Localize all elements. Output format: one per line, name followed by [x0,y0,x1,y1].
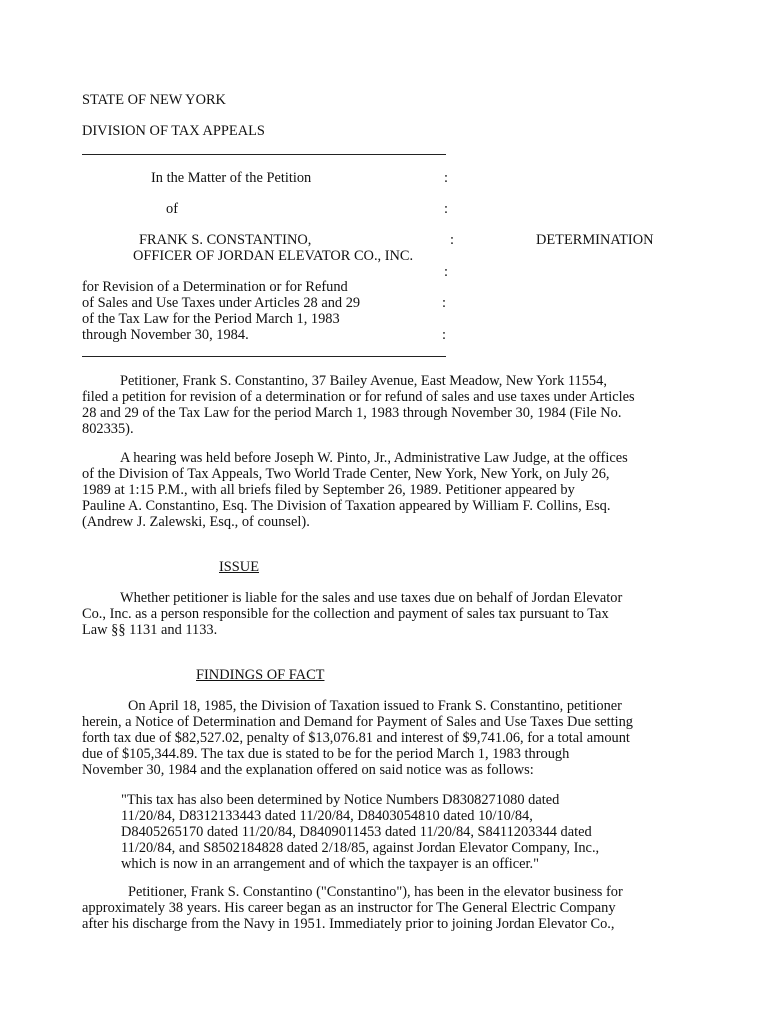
text-line: filed a petition for revision of a determination or for refund of sales and use taxes under Articles [82,389,635,405]
finding-paragraph-2 [82,884,662,932]
caption-colon: : [444,264,448,280]
issue-heading: ISSUE [219,559,259,575]
text-line: 28 and 29 of the Tax Law for the period March 1, 1983 through November 30, 1984 (File No. [82,405,622,421]
text-line: November 30, 1984 and the explanation offered on said notice was as follows: [82,762,534,778]
text-line: Law §§ 1131 and 1133. [82,622,218,638]
caption-colon: : [442,327,446,343]
caption-colon: : [444,170,448,186]
text-line: Petitioner, Frank S. Constantino ("Constantino"), has been in the elevator business for [128,884,623,900]
caption-name: FRANK S. CONSTANTINO, [139,232,312,248]
issue-paragraph [82,590,662,638]
caption-top-rule [82,154,446,155]
text-line: 11/20/84, and S8502184828 dated 2/18/85, against Jordan Elevator Company, Inc., [121,840,600,856]
text-line: after his discharge from the Navy in 1951. Immediately prior to joining Jordan Elevator Co., [82,916,615,932]
findings-heading: FINDINGS OF FACT [196,667,325,683]
text-line: which is now in an arrangement and of which the taxpayer is an officer." [121,856,540,872]
caption-matter: In the Matter of the Petition [151,170,312,186]
text-line: A hearing was held before Joseph W. Pinto, Jr., Administrative Law Judge, at the offices [120,450,628,466]
text-line: due of $105,344.89. The tax due is stated to be for the period March 1, 1983 through [82,746,570,762]
finding-paragraph-1 [82,698,662,778]
text-line: D8405265170 dated 11/20/84, D8409011453 dated 11/20/84, S8411203344 dated [121,824,592,840]
text-line: "This tax has also been determined by Notice Numbers D8308271080 dated [121,792,560,808]
caption-colon: : [442,295,446,311]
division-heading: DIVISION OF TAX APPEALS [82,123,265,139]
caption-purpose-line: through November 30, 1984. [82,327,249,343]
state-heading: STATE OF NEW YORK [82,92,226,108]
text-line: herein, a Notice of Determination and Demand for Payment of Sales and Use Taxes Due setting [82,714,634,730]
caption-bottom-rule [82,356,446,357]
caption-of: of [166,201,178,217]
text-line: On April 18, 1985, the Division of Taxation issued to Frank S. Constantino, petitioner [128,698,622,714]
caption-colon: : [444,201,448,217]
text-line: (Andrew J. Zalewski, Esq., of counsel). [82,514,310,530]
text-line: 1989 at 1:15 P.M., with all briefs filed by September 26, 1989. Petitioner appeared by [82,482,575,498]
text-line: approximately 38 years. His career began as an instructor for The General Electric Company [82,900,616,916]
text-line: 11/20/84, D8312133443 dated 11/20/84, D8403054810 dated 10/10/84, [121,808,533,824]
caption-officer: OFFICER OF JORDAN ELEVATOR CO., INC. [133,248,414,264]
text-line: forth tax due of $82,527.02, penalty of $13,076.81 and interest of $9,741.06, for a total amount [82,730,630,746]
caption-purpose-line: of Sales and Use Taxes under Articles 28 and 29 [82,295,361,311]
caption-purpose-line: of the Tax Law for the Period March 1, 1983 [82,311,340,327]
text-line: Pauline A. Constantino, Esq. The Division of Taxation appeared by William F. Collins, Esq. [82,498,611,514]
petition-paragraph [82,373,662,437]
text-line: of the Division of Tax Appeals, Two World Trade Center, New York, New York, on July 26, [82,466,610,482]
caption-purpose-line: for Revision of a Determination or for Refund [82,279,348,295]
hearing-paragraph [82,450,662,530]
caption-colon: : [450,232,454,248]
text-line: Whether petitioner is liable for the sales and use taxes due on behalf of Jordan Elevator [120,590,623,606]
notice-quote [121,792,641,872]
text-line: Co., Inc. as a person responsible for the collection and payment of sales tax pursuant to Tax [82,606,609,622]
document-type: DETERMINATION [536,232,654,248]
text-line: 802335). [82,421,134,437]
text-line: Petitioner, Frank S. Constantino, 37 Bailey Avenue, East Meadow, New York 11554, [120,373,607,389]
